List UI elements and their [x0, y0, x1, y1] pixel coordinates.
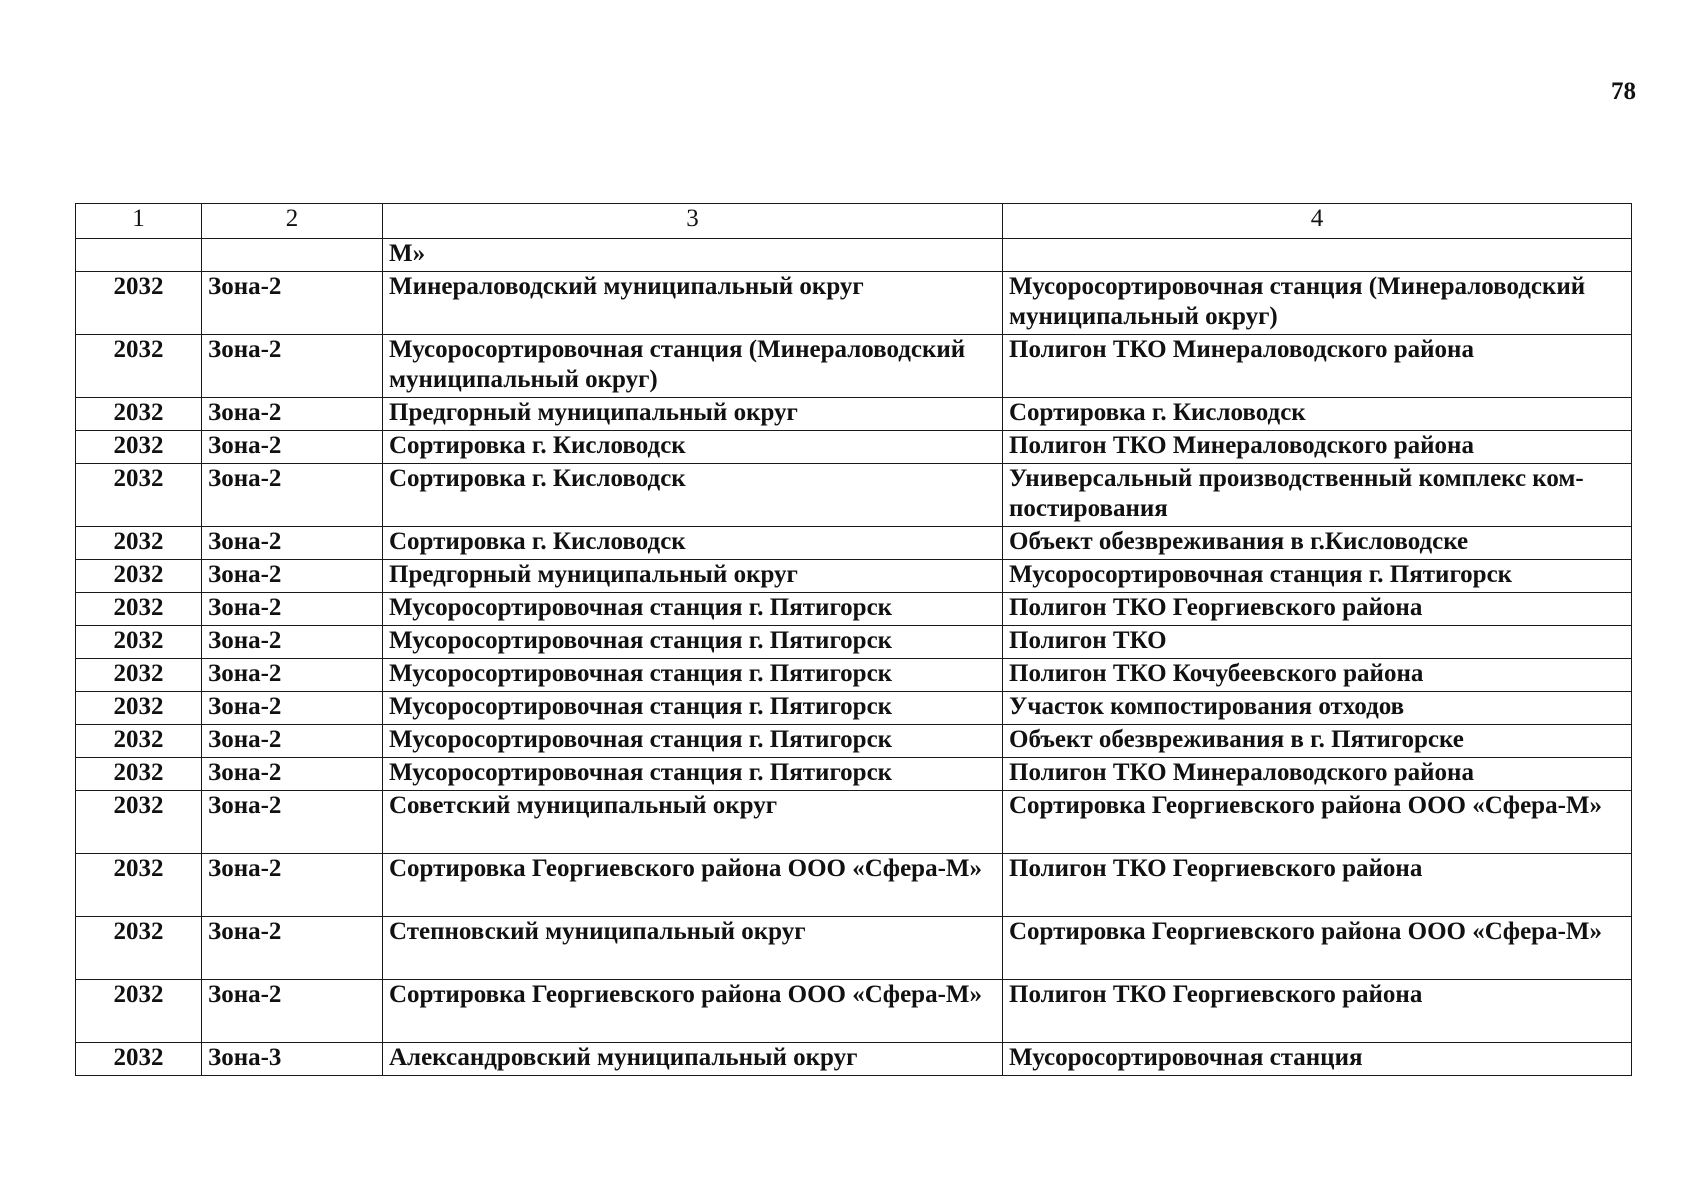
destination-cell: Объект обезвреживания в г. Пятигорске: [1003, 725, 1632, 758]
table-row: [76, 527, 1632, 560]
col-header-4: 4: [1003, 204, 1632, 239]
year-cell: 2032: [76, 431, 202, 464]
destination-cell: Универсальный производственный комплекс ком-постирования: [1003, 464, 1632, 527]
destination-cell: Объект обезвреживания в г.Кисловодске: [1003, 527, 1632, 560]
zone-cell: Зона-2: [202, 692, 383, 725]
destination-cell: Мусоросортировочная станция (Минераловодский муниципальный округ): [1003, 272, 1632, 335]
zone-cell: [202, 239, 383, 272]
year-cell: 2032: [76, 659, 202, 692]
table-row: [76, 626, 1632, 659]
table-row: [76, 854, 1632, 917]
zone-cell: Зона-2: [202, 758, 383, 791]
source-cell: Сортировка г. Кисловодск: [383, 527, 1003, 560]
col-header-3: 3: [383, 204, 1003, 239]
destination-cell: Сортировка Георгиевского района ООО «Сфера-М»: [1003, 917, 1632, 980]
destination-cell: Полигон ТКО Кочубеевского района: [1003, 659, 1632, 692]
source-cell: Мусоросортировочная станция г. Пятигорск: [383, 626, 1003, 659]
destination-cell: Полигон ТКО Георгиевского района: [1003, 593, 1632, 626]
year-cell: 2032: [76, 980, 202, 1043]
source-cell: Предгорный муниципальный округ: [383, 398, 1003, 431]
zone-cell: Зона-3: [202, 1043, 383, 1076]
table-row: [76, 791, 1632, 854]
table-row: [76, 725, 1632, 758]
source-cell: Сортировка г. Кисловодск: [383, 431, 1003, 464]
source-cell: Мусоросортировочная станция г. Пятигорск: [383, 725, 1003, 758]
year-cell: 2032: [76, 398, 202, 431]
source-cell: Мусоросортировочная станция г. Пятигорск: [383, 659, 1003, 692]
table-row: [76, 980, 1632, 1043]
col-header-2: 2: [202, 204, 383, 239]
table-row: [76, 398, 1632, 431]
zone-cell: Зона-2: [202, 272, 383, 335]
zone-cell: Зона-2: [202, 431, 383, 464]
year-cell: 2032: [76, 1043, 202, 1076]
source-cell: Сортировка Георгиевского района ООО «Сфера-М»: [383, 980, 1003, 1043]
destination-cell: Полигон ТКО Минераловодского района: [1003, 431, 1632, 464]
year-cell: 2032: [76, 560, 202, 593]
year-cell: 2032: [76, 725, 202, 758]
source-cell: Мусоросортировочная станция (Минераловодский муниципальный округ): [383, 335, 1003, 398]
zone-cell: Зона-2: [202, 791, 383, 854]
zone-cell: Зона-2: [202, 335, 383, 398]
destination-cell: Полигон ТКО Георгиевского района: [1003, 854, 1632, 917]
zone-cell: Зона-2: [202, 527, 383, 560]
col-header-1: 1: [76, 204, 202, 239]
zone-cell: Зона-2: [202, 980, 383, 1043]
source-cell: Минераловодский муниципальный округ: [383, 272, 1003, 335]
routes-table: [75, 203, 1632, 1076]
year-cell: 2032: [76, 464, 202, 527]
table-row: [76, 272, 1632, 335]
destination-cell: Полигон ТКО Георгиевского района: [1003, 980, 1632, 1043]
source-cell: Мусоросортировочная станция г. Пятигорск: [383, 593, 1003, 626]
page-number: 78: [1611, 78, 1636, 105]
year-cell: 2032: [76, 692, 202, 725]
year-cell: [76, 239, 202, 272]
zone-cell: Зона-2: [202, 854, 383, 917]
destination-cell: Сортировка Георгиевского района ООО «Сфера-М»: [1003, 791, 1632, 854]
source-cell: Сортировка Георгиевского района ООО «Сфера-М»: [383, 854, 1003, 917]
zone-cell: Зона-2: [202, 398, 383, 431]
source-cell: Мусоросортировочная станция г. Пятигорск: [383, 692, 1003, 725]
year-cell: 2032: [76, 854, 202, 917]
source-cell: Предгорный муниципальный округ: [383, 560, 1003, 593]
table-row: [76, 659, 1632, 692]
zone-cell: Зона-2: [202, 725, 383, 758]
table-row: [76, 560, 1632, 593]
zone-cell: Зона-2: [202, 917, 383, 980]
table-row: [76, 335, 1632, 398]
year-cell: 2032: [76, 527, 202, 560]
destination-cell: Полигон ТКО: [1003, 626, 1632, 659]
destination-cell: Полигон ТКО Минераловодского района: [1003, 335, 1632, 398]
source-cell: Советский муниципальный округ: [383, 791, 1003, 854]
destination-cell: Участок компостирования отходов: [1003, 692, 1632, 725]
destination-cell: Полигон ТКО Минераловодского района: [1003, 758, 1632, 791]
zone-cell: Зона-2: [202, 626, 383, 659]
source-cell: М»: [383, 239, 1003, 272]
zone-cell: Зона-2: [202, 464, 383, 527]
table-row: [76, 1043, 1632, 1076]
destination-cell: Мусоросортировочная станция г. Пятигорск: [1003, 560, 1632, 593]
table-row: [76, 917, 1632, 980]
header-row: [76, 204, 1632, 239]
year-cell: 2032: [76, 272, 202, 335]
table-row: [76, 692, 1632, 725]
zone-cell: Зона-2: [202, 560, 383, 593]
zone-cell: Зона-2: [202, 593, 383, 626]
table-row: [76, 464, 1632, 527]
year-cell: 2032: [76, 791, 202, 854]
source-cell: Мусоросортировочная станция г. Пятигорск: [383, 758, 1003, 791]
table-row: [76, 239, 1632, 272]
year-cell: 2032: [76, 917, 202, 980]
destination-cell: [1003, 239, 1632, 272]
table-row: [76, 431, 1632, 464]
table-row: [76, 758, 1632, 791]
year-cell: 2032: [76, 593, 202, 626]
year-cell: 2032: [76, 626, 202, 659]
source-cell: Степновский муниципальный округ: [383, 917, 1003, 980]
destination-cell: Сортировка г. Кисловодск: [1003, 398, 1632, 431]
year-cell: 2032: [76, 758, 202, 791]
year-cell: 2032: [76, 335, 202, 398]
source-cell: Сортировка г. Кисловодск: [383, 464, 1003, 527]
source-cell: Александровский муниципальный округ: [383, 1043, 1003, 1076]
zone-cell: Зона-2: [202, 659, 383, 692]
table-row: [76, 593, 1632, 626]
destination-cell: Мусоросортировочная станция: [1003, 1043, 1632, 1076]
